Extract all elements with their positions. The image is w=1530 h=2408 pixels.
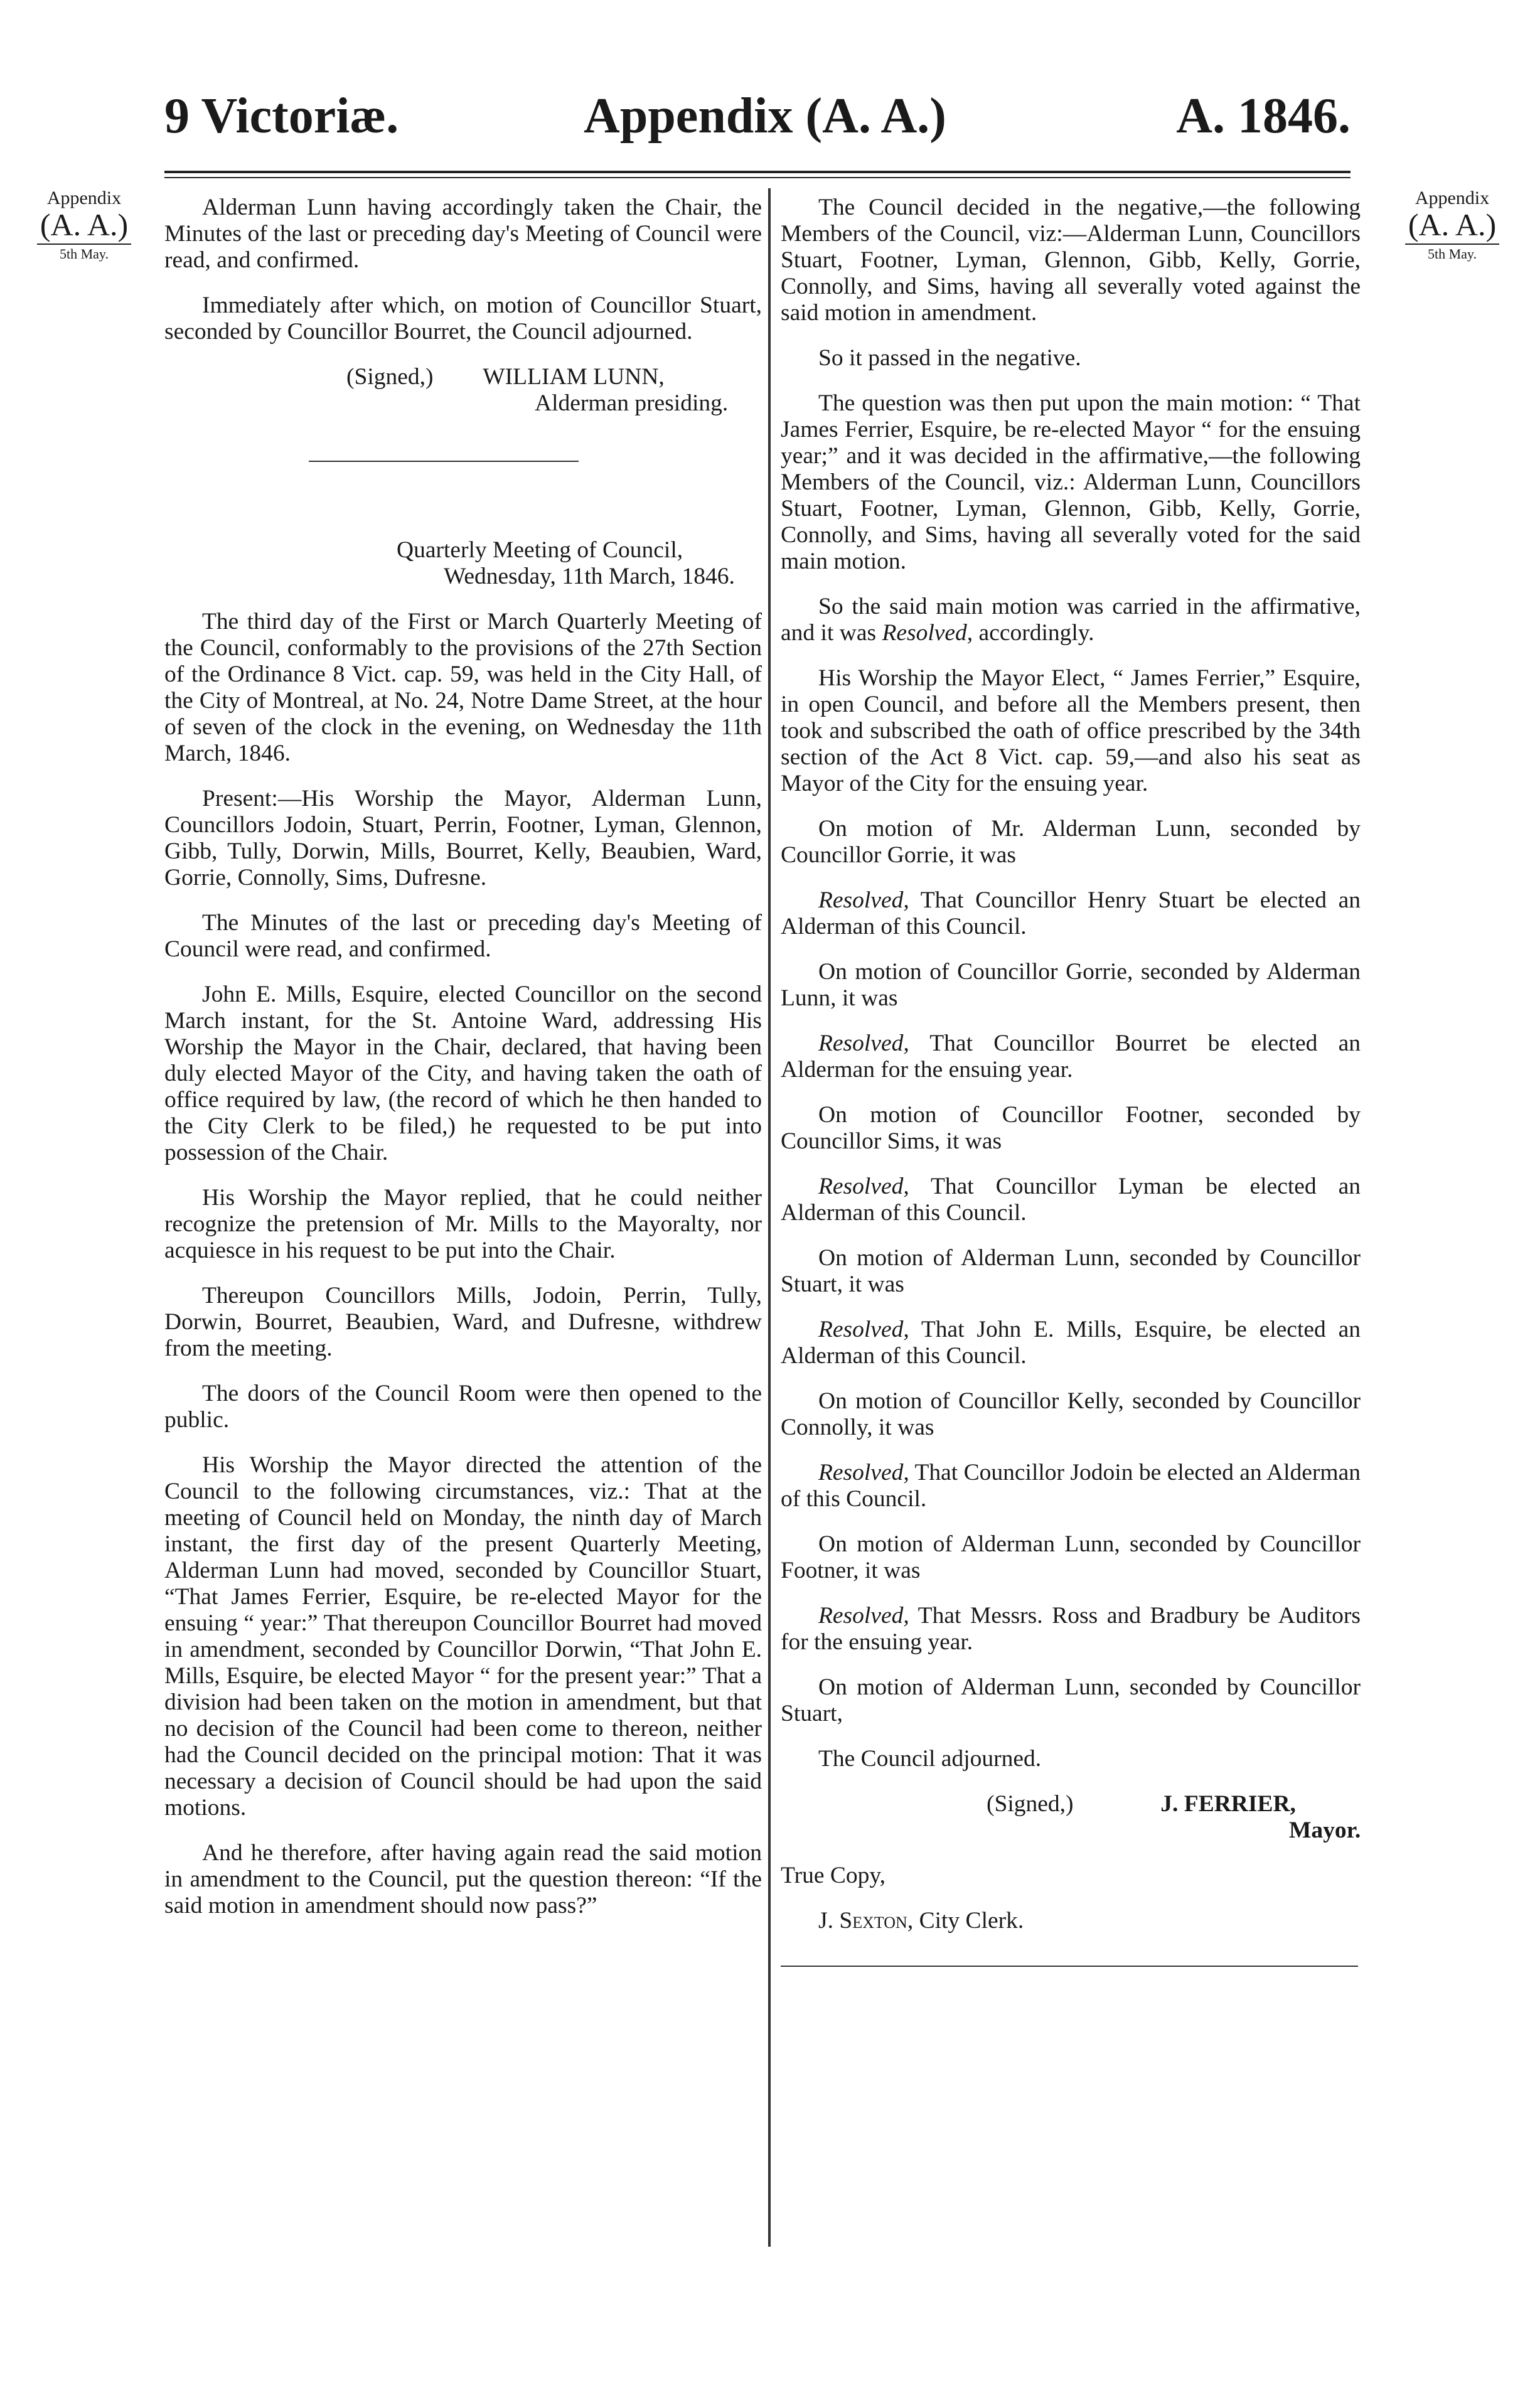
paragraph: The Council decided in the negative,—the following Members of the Council, viz:—Alderman Lunn, Councillors Stuart, Footner, Lyman, Glennon, Gibb, Kelly, Gorrie, Connolly, and Sims, having all severally voted against the said motion in amendment. (781, 195, 1361, 326)
margin-note-right (1396, 188, 1509, 262)
resolution (781, 1030, 1361, 1083)
resolved-label: Resolved, (818, 887, 909, 913)
signed-label: (Signed,) (346, 364, 434, 390)
resolution-text: That Messrs. Ross and Bradbury be Auditors for the ensuing year. (781, 1603, 1361, 1655)
paragraph: On motion of Councillor Kelly, seconded by Councillor Connolly, it was (781, 1388, 1361, 1440)
paragraph: His Worship the Mayor directed the attention of the Council to the following circumstances, viz.: That at the meeting of Council held on Monday, the ninth day of March instant, the first day of the present Quarterly Meeting, Alderman Lunn had moved, seconded by Councillor Stuart, “That James Ferrier, Esquire, be re-elected Mayor for the ensuing “ year:” That thereupon Councillor Bourret had moved in amendment, seconded by Councillor Dorwin, “That John E. Mills, Esquire, be elected Mayor “ for the present year:” That a division had been taken on the motion in amendment, but that no decision of the Council had been come to thereon, neither had the Council decided on the principal motion: That it was necessary a decision of Council should be had upon the said motions. (164, 1452, 762, 1821)
margin-note-rule (1405, 243, 1499, 245)
margin-note-left (28, 188, 141, 262)
signatory-name: WILLIAM LUNN, (483, 364, 665, 390)
resolution-text: That Councillor Bourret be elected an Alderman for the ensuing year. (781, 1030, 1361, 1083)
signatory-title: Alderman presiding. (535, 390, 729, 416)
signatory-title: Mayor. (1289, 1817, 1361, 1843)
resolution (781, 1603, 1361, 1656)
paragraph: John E. Mills, Esquire, elected Councillor on the second March instant, for the St. Antoine Ward, addressing His Worship the Mayor in the Chair, declared, that having been duly elected Mayor of the City, and having taken the oath of office required by law, (the record of which he then handed to the City Clerk to be filed,) he requested to be put into possession of the Chair. (164, 982, 762, 1165)
meeting-date: Wednesday, 11th March, 1846. (444, 564, 735, 589)
text-run: So the said main motion was carried in the affirmative, and it was (781, 594, 1361, 646)
margin-note-code: (A. A.) (1408, 207, 1497, 242)
resolution (781, 1317, 1361, 1369)
signature-block (164, 364, 762, 390)
resolution (781, 1460, 1361, 1512)
paragraph: The Council adjourned. (818, 1746, 1042, 1772)
paragraph: On motion of Councillor Gorrie, seconded by Alderman Lunn, it was (781, 959, 1361, 1011)
paragraph: Thereupon Councillors Mills, Jodoin, Perrin, Tully, Dorwin, Bourret, Beaubien, Ward, and Dufresne, withdrew from the meeting. (164, 1283, 762, 1361)
margin-note-date: 5th May. (1427, 246, 1477, 262)
paragraph: On motion of Alderman Lunn, seconded by Councillor Stuart, it was (781, 1245, 1361, 1297)
resolved-label: Resolved, (818, 1603, 909, 1629)
paragraph: On motion of Mr. Alderman Lunn, seconded by Councillor Gorrie, it was (781, 816, 1361, 868)
paragraph: Immediately after which, on motion of Councillor Stuart, seconded by Councillor Bourret, the Council adjourned. (164, 292, 762, 345)
header-rule-thin (164, 177, 1351, 178)
header-appendix: Appendix (A. A.) (584, 88, 946, 144)
section-divider (309, 461, 579, 462)
resolution-text: That John E. Mills, Esquire, be elected an Alderman of this Council. (781, 1317, 1361, 1369)
signature-block (781, 1791, 1361, 1817)
clerk-name: J. Sexton, (818, 1908, 914, 1934)
paragraph: His Worship the Mayor Elect, “ James Ferrier,” Esquire, in open Council, and before all the Members present, then took and subscribed the oath of office prescribed by the 34th section of the Act 8 Vict. cap. 59,—and also his seat as Mayor of the City for the ensuing year. (781, 665, 1361, 796)
margin-note-code: (A. A.) (40, 207, 129, 242)
signatory-name: J. FERRIER, (1160, 1791, 1296, 1817)
resolution (781, 887, 1361, 940)
header-volume: 9 Victoriæ. (164, 88, 399, 144)
resolution-text: That Councillor Henry Stuart be elected an Alderman of this Council. (781, 887, 1361, 939)
paragraph: On motion of Councillor Footner, seconded by Councillor Sims, it was (781, 1102, 1361, 1154)
resolved-label: Resolved, (882, 620, 973, 646)
resolution-text: That Councillor Lyman be elected an Alderman of this Council. (781, 1174, 1361, 1226)
header-rule-thick (164, 171, 1351, 173)
meeting-heading: Quarterly Meeting of Council, (397, 537, 683, 563)
paragraph: His Worship the Mayor replied, that he could neither recognize the pretension of Mr. Mills to the Mayoralty, nor acquiesce in his request to be put into the Chair. (164, 1185, 762, 1263)
paragraph: The Minutes of the last or preceding day's Meeting of Council were read, and confirmed. (164, 910, 762, 962)
header-year: A. 1846. (1176, 88, 1351, 144)
margin-note-appendix: Appendix (1415, 188, 1490, 208)
paragraph: And he therefore, after having again read the said motion in amendment to the Council, put the question thereon: “If the said motion in amendment should now pass?” (164, 1840, 762, 1918)
resolution (781, 1174, 1361, 1226)
paragraph: Alderman Lunn having accordingly taken the Chair, the Minutes of the last or preceding day's Meeting of Council were read, and confirmed. (164, 195, 762, 273)
resolved-label: Resolved, (818, 1030, 909, 1056)
margin-note-appendix: Appendix (46, 188, 122, 208)
paragraph: Present:—His Worship the Mayor, Alderman Lunn, Councillors Jodoin, Stuart, Perrin, Footner, Lyman, Glennon, Gibb, Tully, Dorwin, Mills, Bourret, Kelly, Beaubien, Ward, Gorrie, Connolly, Sims, Dufresne. (164, 786, 762, 891)
margin-note-date: 5th May. (59, 246, 109, 262)
clerk-title: City Clerk. (913, 1908, 1024, 1934)
resolved-label: Resolved, (818, 1174, 909, 1199)
paragraph: The third day of the First or March Quarterly Meeting of the Council, conformably to the provisions of the 27th Section of the Ordinance 8 Vict. cap. 59, was held in the City Hall, of the City of Montreal, at No. 24, Notre Dame Street, at the hour of seven of the clock in the evening, on Wednesday the 11th March, 1846. (164, 609, 762, 766)
clerk-signature (781, 1908, 1361, 1934)
true-copy-label: True Copy, (781, 1863, 886, 1888)
paragraph: The doors of the Council Room were then opened to the public. (164, 1381, 762, 1433)
paragraph: So it passed in the negative. (818, 345, 1081, 371)
paragraph: The question was then put upon the main motion: “ That James Ferrier, Esquire, be re-elected Mayor “ for the ensuing year;” and it was decided in the affirmative,—the following Members of the Council, viz.: Alderman Lunn, Councillors Stuart, Footner, Lyman, Glennon, Gibb, Kelly, Gorrie, Connolly, and Sims, having all severally voted for the said main motion. (781, 390, 1361, 574)
signed-label: (Signed,) (987, 1791, 1074, 1817)
paragraph (781, 594, 1361, 646)
column-divider (768, 188, 771, 2247)
paragraph: On motion of Alderman Lunn, seconded by Councillor Footner, it was (781, 1531, 1361, 1583)
closing-rule (781, 1966, 1358, 1967)
resolved-label: Resolved, (818, 1317, 909, 1342)
paragraph: On motion of Alderman Lunn, seconded by Councillor Stuart, (781, 1674, 1361, 1726)
resolved-label: Resolved, (818, 1460, 909, 1485)
margin-note-rule (37, 243, 131, 245)
resolution-text: That Councillor Jodoin be elected an Alderman of this Council. (781, 1460, 1361, 1512)
right-column (781, 195, 1361, 1967)
left-column (164, 195, 762, 1938)
text-run: accordingly. (973, 620, 1094, 646)
